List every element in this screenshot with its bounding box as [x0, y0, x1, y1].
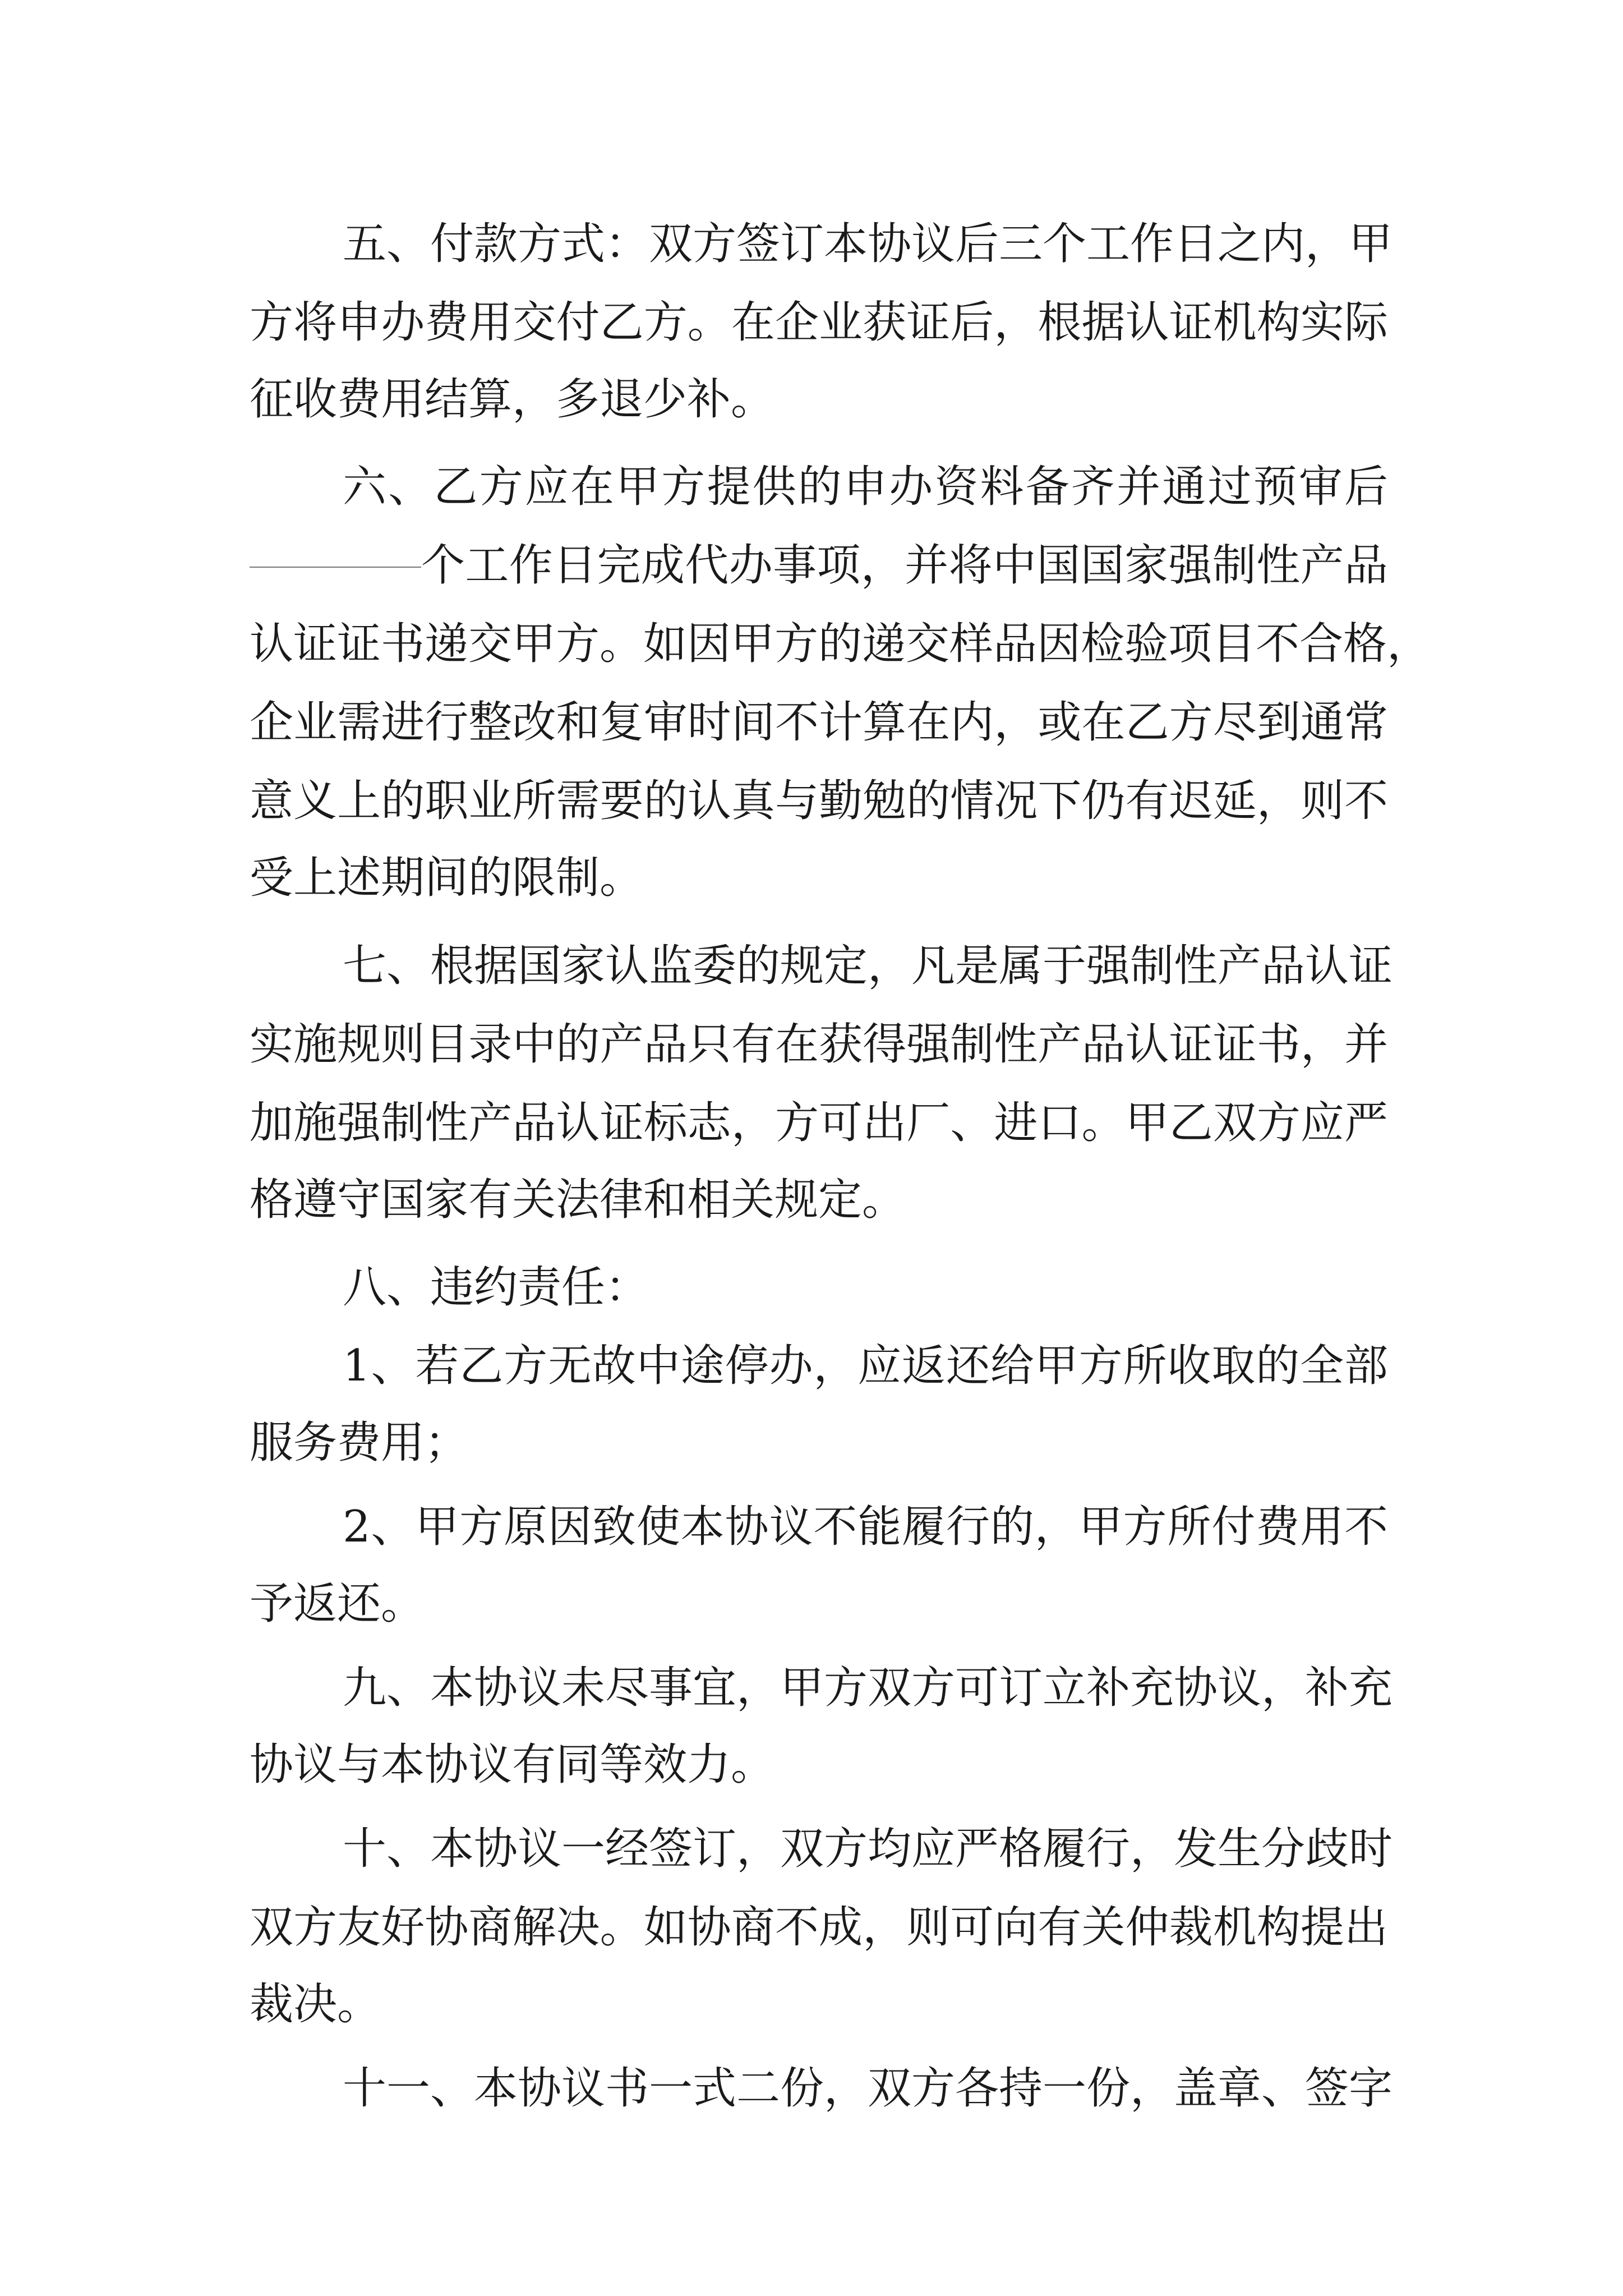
clause-7-line-1: 七、根据国家认监委的规定，凡是属于强制性产品认证 [343, 941, 1393, 991]
clause-6-line-4: 企业需进行整改和复审时间不计算在内，或在乙方尽到通常 [250, 697, 1388, 748]
clause-8-item-1-line-1: 1、若乙方无故中途停办，应返还给甲方所收取的全部 [343, 1341, 1388, 1391]
clause-8-item-1-line-2: 服务费用； [250, 1418, 469, 1468]
fill-in-blank-underline [250, 567, 421, 568]
clause-10-line-2: 双方友好协商解决。如协商不成，则可向有关仲裁机构提出 [250, 1902, 1388, 1953]
clause-10-line-3: 裁决。 [250, 1979, 381, 2030]
clause-10-line-1: 十、本协议一经签订，双方均应严格履行，发生分歧时 [343, 1824, 1393, 1874]
clause-6-line-6: 受上述期间的限制。 [250, 853, 644, 903]
clause-8-item-2-line-1: 2、甲方原因致使本协议不能履行的，甲方所付费用不 [343, 1502, 1388, 1552]
clause-7-line-3: 加施强制性产品认证标志，方可出厂、进口。甲乙双方应严 [250, 1098, 1388, 1148]
clause-5-line-1: 五、付款方式：双方签订本协议后三个工作日之内，甲 [343, 219, 1393, 269]
clause-8-heading: 八、违约责任： [343, 1262, 649, 1313]
clause-5-line-2: 方将申办费用交付乙方。在企业获证后，根据认证机构实际 [250, 297, 1388, 348]
clause-6-line-3: 认证证书递交甲方。如因甲方的递交样品因检验项目不合格， [250, 619, 1431, 669]
clause-6-line-1: 六、乙方应在甲方提供的申办资料备齐并通过预审后 [343, 462, 1388, 512]
clause-6-line-2: 个工作日完成代办事项，并将中国国家强制性产品 [421, 540, 1388, 591]
clause-6-line-5: 意义上的职业所需要的认真与勤勉的情况下仍有迟延，则不 [250, 776, 1388, 826]
clause-11-line-1: 十一、本协议书一式二份，双方各持一份，盖章、签字 [343, 2063, 1393, 2114]
clause-7-line-4: 格遵守国家有关法律和相关规定。 [250, 1175, 906, 1225]
clause-9-line-2: 协议与本协议有同等效力。 [250, 1740, 775, 1790]
clause-5-line-3: 征收费用结算，多退少补。 [250, 374, 775, 425]
clause-9-line-1: 九、本协议未尽事宜，甲方双方可订立补充协议，补充 [343, 1663, 1393, 1713]
clause-8-item-2-line-2: 予返还。 [250, 1579, 425, 1629]
clause-7-line-2: 实施规则目录中的产品只有在获得强制性产品认证证书，并 [250, 1019, 1388, 1070]
